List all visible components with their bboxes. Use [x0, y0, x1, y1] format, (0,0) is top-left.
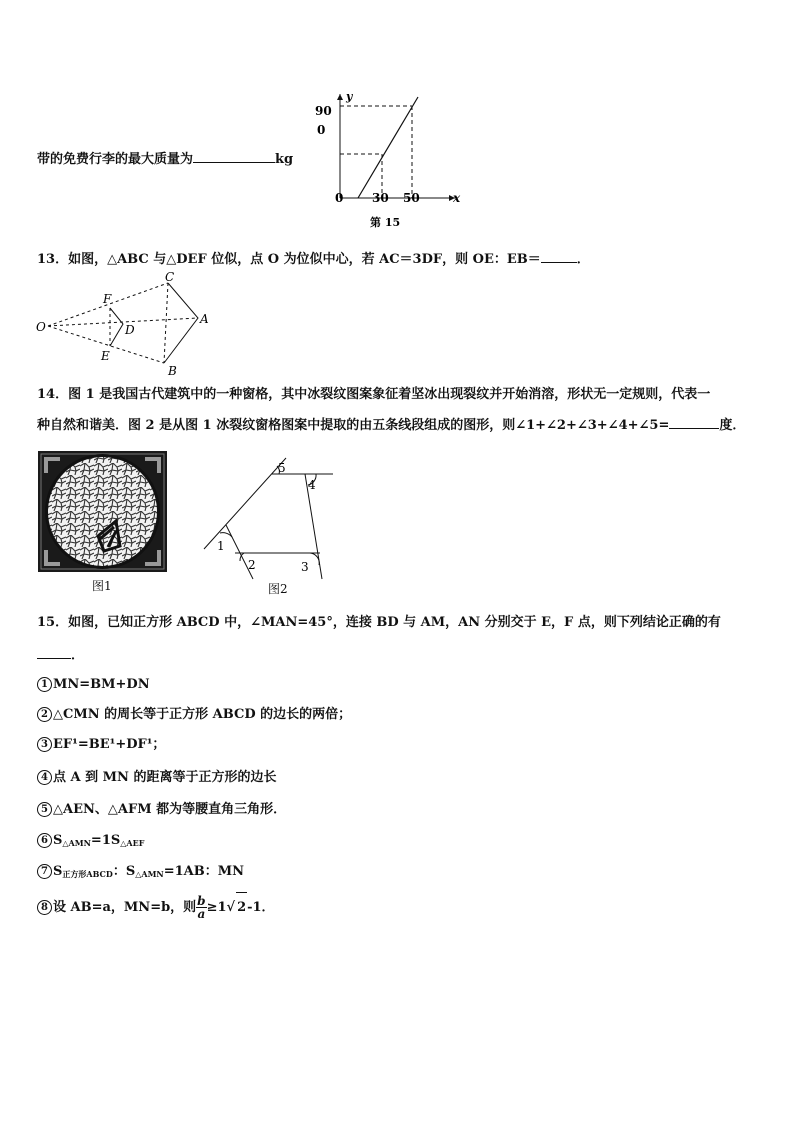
label-e: E: [101, 349, 110, 363]
q14-line2: [37, 416, 745, 435]
item8-pre: 设 AB=a，MN=b，则: [53, 900, 197, 915]
item-text-1: MN=BM+DN: [53, 677, 150, 692]
q13-homothety-figure: [30, 270, 220, 380]
item-text-4: 点 A 到 MN 的距离等于正方形的边长: [53, 770, 277, 785]
fraction-denominator: a: [197, 907, 206, 921]
q13-end: ．: [576, 252, 590, 267]
label-b: B: [168, 364, 177, 378]
q12-tail-line: [37, 150, 293, 169]
x-axis-label: x: [453, 191, 461, 205]
fig2-caption: 图2: [268, 582, 288, 596]
item7-colon: ：S: [112, 864, 136, 879]
q14-end: 度．: [719, 418, 746, 433]
label-f: F: [103, 292, 112, 306]
q14-window-lattice-image: [38, 451, 168, 573]
triangle-abc: [164, 283, 198, 363]
q15-item-7: [37, 863, 244, 883]
q12-answer-blank: [193, 150, 275, 163]
item6-s: S: [53, 833, 63, 848]
q15-item-2: [37, 706, 351, 724]
q15-item-6: [37, 832, 144, 852]
segment-long-left: [204, 458, 286, 549]
angle-label-4: 4: [308, 478, 316, 492]
q13-line: [37, 250, 590, 269]
data-line: [358, 97, 418, 198]
q15-item-4: [37, 769, 276, 787]
graph-caption: 第 15: [370, 216, 401, 229]
item8-mid: ≥1: [206, 900, 227, 915]
item8-post: -1．: [247, 900, 275, 915]
sqrt-radicand: 2: [236, 892, 247, 923]
q13-answer-blank: [541, 250, 577, 263]
fraction-b-over-a: [196, 895, 206, 920]
q14-line1: [37, 386, 710, 404]
item-marker-7: 7: [37, 864, 52, 879]
q12-unit: kg: [275, 152, 294, 167]
label-c: C: [165, 270, 175, 284]
item-marker-5: 5: [37, 802, 52, 817]
item6-sub1: △AMN: [62, 838, 91, 848]
y-axis-arrow: [337, 94, 343, 100]
item-text-5: △AEN、△AFM 都为等腰直角三角形．: [53, 802, 287, 817]
item-marker-3: 3: [37, 737, 52, 752]
item6-eq: =1S: [90, 833, 121, 848]
item-marker-2: 2: [37, 707, 52, 722]
angle-label-1: 1: [217, 539, 225, 553]
q15-item-8: [37, 892, 275, 923]
x-tick-50: 50: [403, 191, 420, 205]
angle-label-5: 5: [278, 461, 286, 475]
q15-number: 15．: [37, 615, 69, 630]
fraction-numerator: b: [197, 894, 206, 908]
q12-line-graph: [310, 88, 470, 233]
q15-answer-blank: [37, 646, 71, 659]
item-text-2: △CMN 的周长等于正方形 ABCD 的边长的两倍；: [53, 707, 352, 722]
item-marker-4: 4: [37, 770, 52, 785]
item7-rest: =1AB：MN: [163, 864, 245, 879]
q14-angle-figure: [200, 455, 340, 585]
item7-sub1: 正方形ABCD: [62, 869, 113, 879]
seg-cb: [164, 283, 168, 363]
q15-text-line1: 如图，已知正方形 ABCD 中，∠MAN=45°，连接 BD 与 AM，AN 分别交于 E，F 点，则下列结论正确的有: [68, 615, 721, 630]
q14-answer-blank: [669, 416, 719, 429]
label-o: O: [36, 320, 46, 334]
sqrt-sign: √: [226, 900, 236, 915]
q14-text-line1: 图 1 是我国古代建筑中的一种窗格，其中冰裂纹图案象征着坚冰出现裂纹并开始消溶，形状无一定规则，代表一: [68, 387, 711, 402]
q15-item-1: [37, 676, 150, 694]
fig1-caption: 图1: [92, 579, 112, 593]
q14-number: 14．: [37, 387, 69, 402]
y-tick-top: 90: [315, 104, 332, 118]
x-tick-0: 0: [335, 191, 344, 205]
item-text-3: EF¹=BE¹+DF¹；: [53, 737, 166, 752]
q15-item-5: [37, 801, 286, 819]
label-d: D: [125, 323, 135, 337]
item-marker-1: 1: [37, 677, 52, 692]
y-tick-second: 0: [317, 123, 326, 137]
q13-number: 13．: [37, 252, 69, 267]
angle-label-2: 2: [248, 558, 256, 572]
q12-tail-text: 带的免费行李的最大质量为: [37, 152, 194, 167]
item7-s: S: [53, 864, 63, 879]
q15-line1: [37, 614, 721, 632]
item7-sub2: △AMN: [135, 869, 164, 879]
q14-text-line2: 种自然和谐美．图 2 是从图 1 冰裂纹窗格图案中提取的由五条线段组成的图形，则∠1+∠2+∠3+∠4+∠5=: [37, 418, 670, 433]
item-marker-8: 8: [37, 900, 52, 915]
q15-end: ．: [71, 648, 85, 663]
item-marker-6: 6: [37, 833, 52, 848]
item6-sub2: △AEF: [120, 838, 145, 848]
y-axis-label: y: [346, 90, 353, 103]
x-tick-30: 30: [372, 191, 389, 205]
label-a: A: [200, 312, 209, 326]
q15-blank-line: [37, 646, 84, 665]
angle-label-3: 3: [301, 560, 309, 574]
triangle-def: [110, 308, 123, 346]
q13-text: 如图，△ABC 与△DEF 位似，点 O 为位似中心，若 AC＝3DF，则 OE：EB＝: [68, 252, 541, 267]
q15-item-3: [37, 736, 165, 754]
